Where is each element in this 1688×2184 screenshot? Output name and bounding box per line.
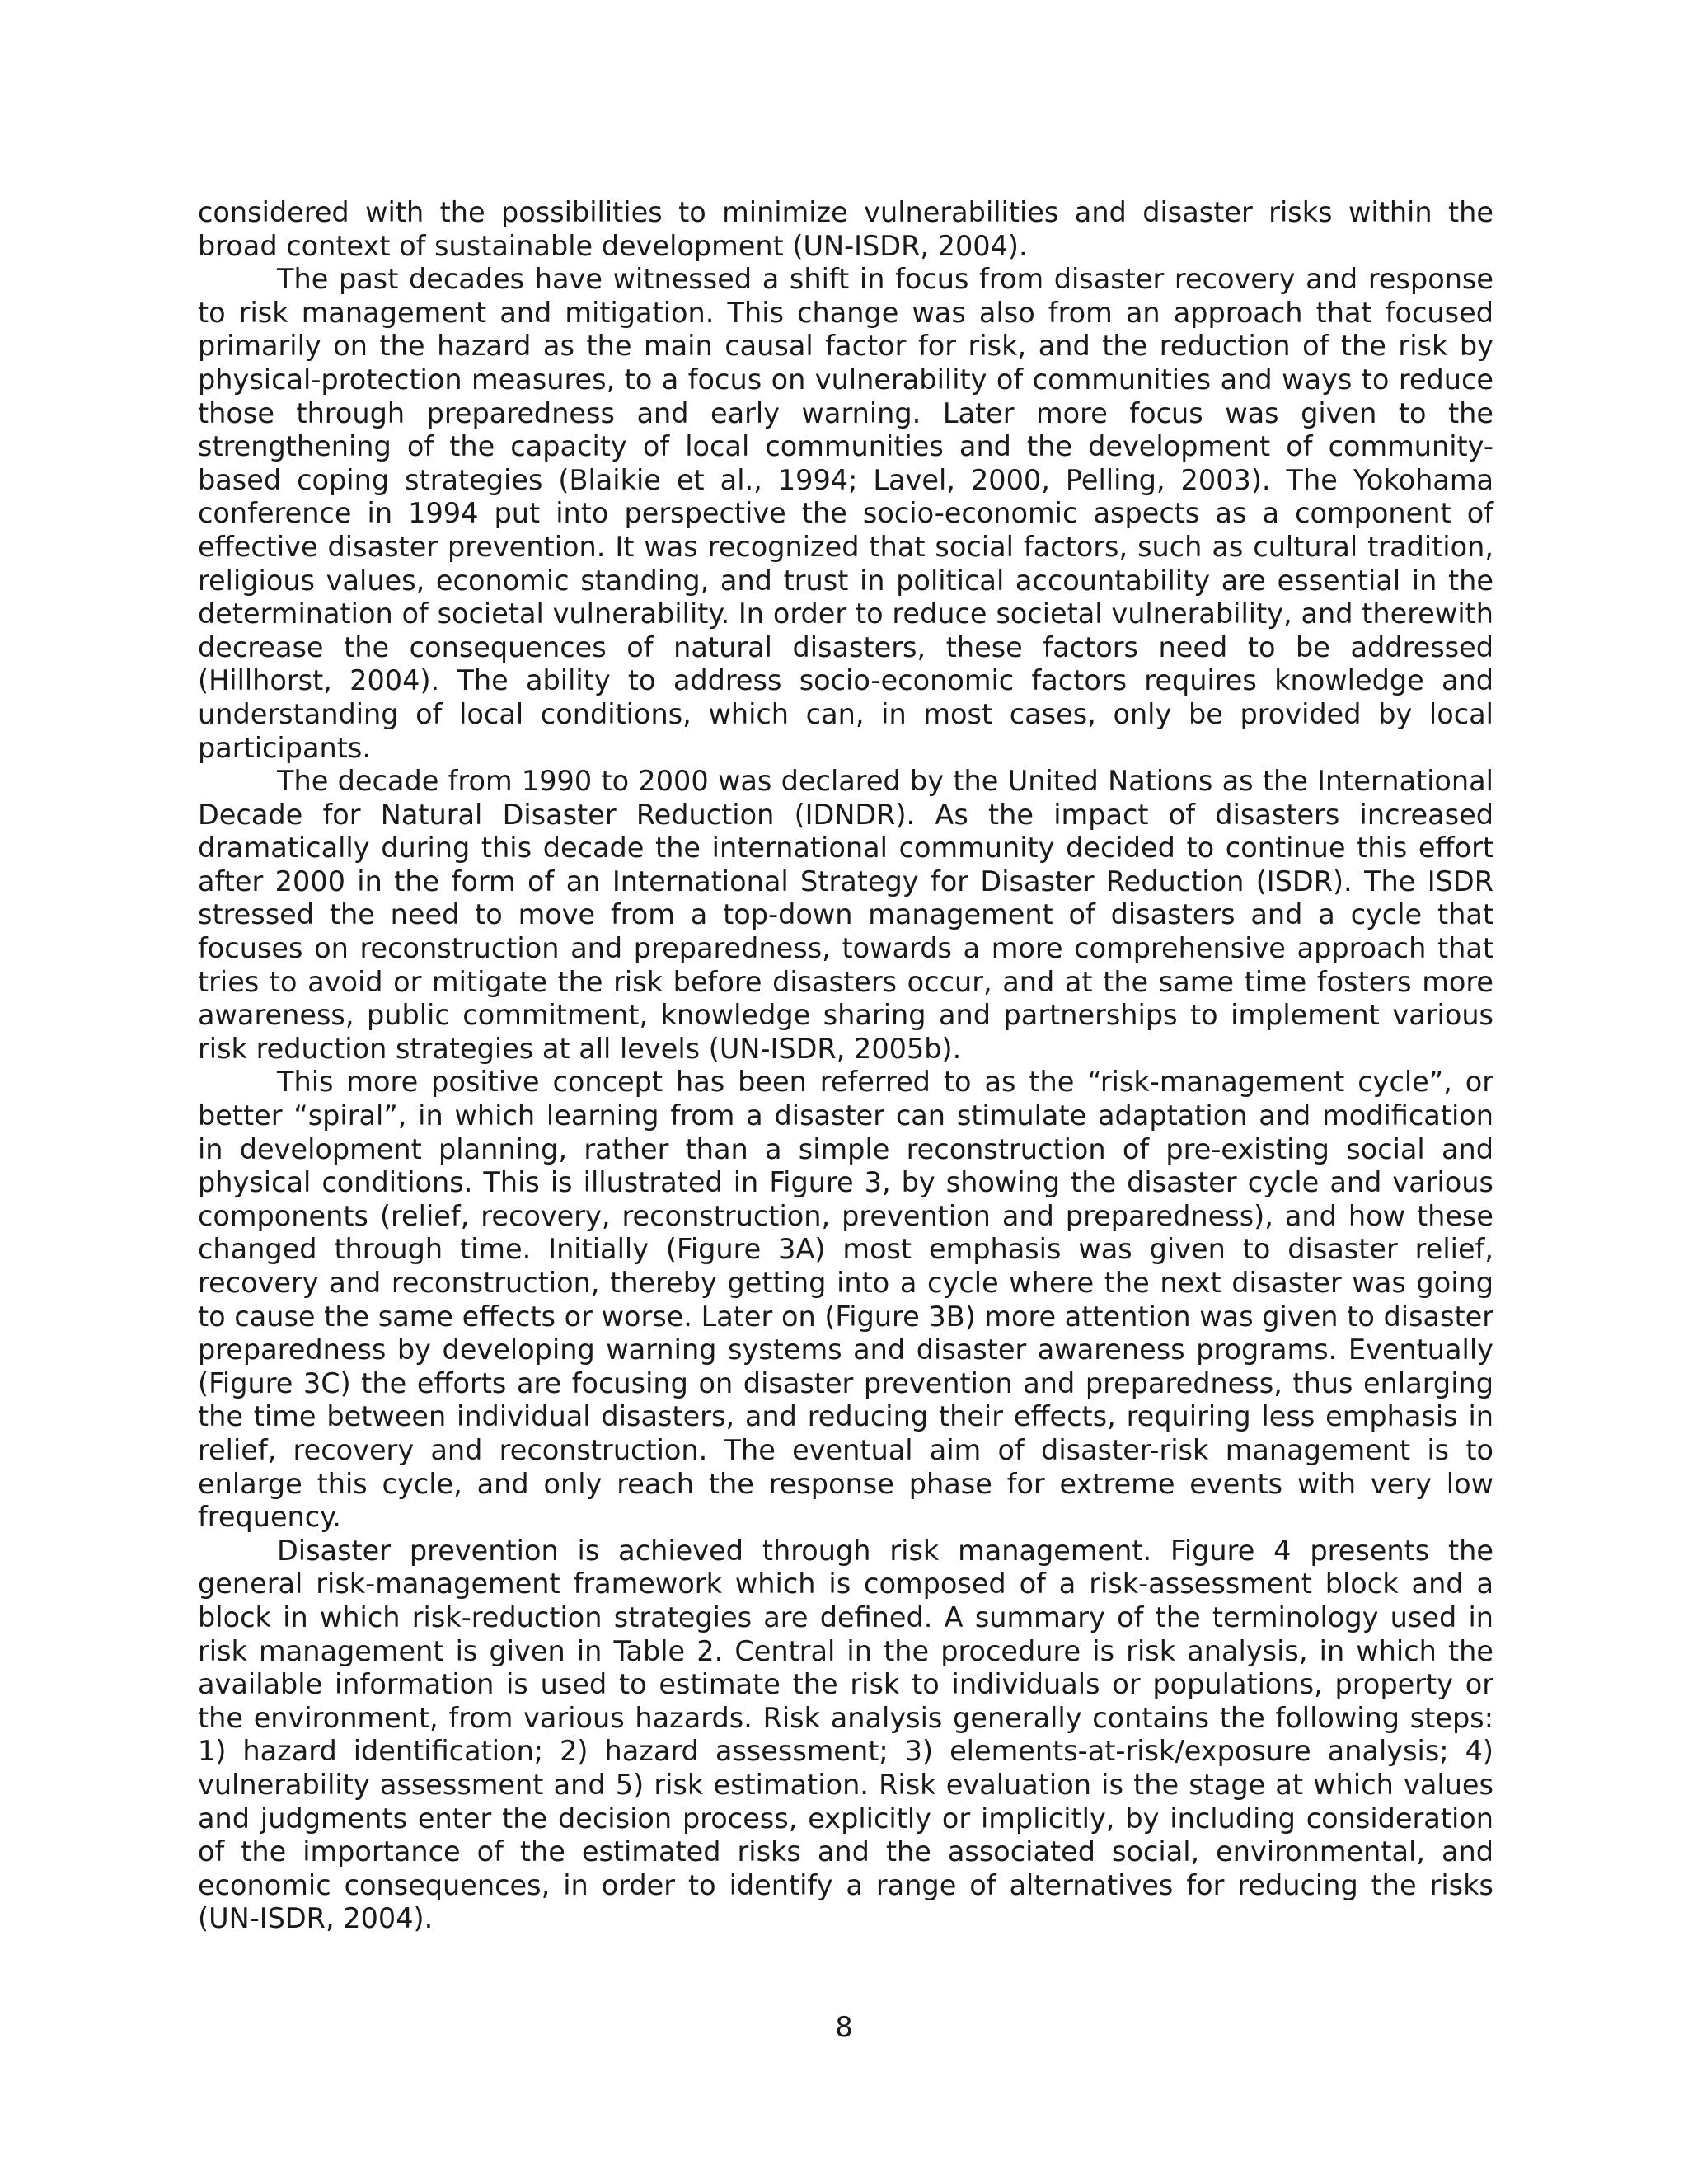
paragraph-disaster-prevention: Disaster prevention is achieved through risk management. Figure 4 presents the general risk-management framework which is composed of a risk-assessment block and a block in which risk-reduction strategies are defined. A summary of the terminology used in risk management is given in Table 2. Central in the procedure is risk analysis, in which the available information is used to estimate the risk to individuals or populations, property or the environment, from various hazards. Risk analysis generally contains the following steps: 1) hazard identification; 2) hazard assessment; 3) elements-at-risk/exposure analysis; 4) vulnerability assessment and 5) risk estimation. Risk evaluation is the stage at which values and judgments enter the decision process, explicitly or implicitly, by including consideration of the importance of the estimated risks and the associated social, environmental, and economic consequences, in order to identify a range of alternatives for reducing the risks (UN-ISDR, 2004). [198, 1534, 1493, 1935]
paragraph-idndr-decade: The decade from 1990 to 2000 was declared by the United Nations as the International Decade for Natural Disaster Reduction (IDNDR). As the impact of disasters increased dramatically during this decade the international community decided to continue this effort after 2000 in the form of an International Strategy for Disaster Reduction (ISDR). The ISDR stressed the need to move from a top-down management of disasters and a cycle that focuses on reconstruction and preparedness, towards a more comprehensive approach that tries to avoid or mitigate the risk before disasters occur, and at the same time fosters more awareness, public commitment, knowledge sharing and partnerships to implement various risk reduction strategies at all levels (UN-ISDR, 2005b). [198, 765, 1493, 1065]
document-body [198, 196, 1493, 1936]
page-number: 8 [835, 2011, 853, 2043]
paragraph-risk-management-shift: The past decades have witnessed a shift in focus from disaster recovery and response to risk management and mitigation. This change was also from an approach that focused primarily on the hazard as the main causal factor for risk, and the reduction of the risk by physical-protection measures, to a focus on vulnerability of communities and ways to reduce those through preparedness and early warning. Later more focus was given to the strengthening of the capacity of local communities and the development of community-based coping strategies (Blaikie et al., 1994; Lavel, 2000, Pelling, 2003). The Yokohama conference in 1994 put into perspective the socio-economic aspects as a component of effective disaster prevention. It was recognized that social factors, such as cultural tradition, religious values, economic standing, and trust in political accountability are essential in the determination of societal vulnerability. In order to reduce societal vulnerability, and therewith decrease the consequences of natural disasters, these factors need to be addressed (Hillhorst, 2004). The ability to address socio-economic factors requires knowledge and understanding of local conditions, which can, in most cases, only be provided by local participants. [198, 263, 1493, 764]
paragraph-continuation: considered with the possibilities to minimize vulnerabilities and disaster risks within the broad context of sustainable development (UN-ISDR, 2004). [198, 196, 1493, 262]
paragraph-risk-management-cycle: This more positive concept has been referred to as the “risk-management cycle”, or better “spiral”, in which learning from a disaster can stimulate adaptation and modification in development planning, rather than a simple reconstruction of pre-existing social and physical conditions. This is illustrated in Figure 3, by showing the disaster cycle and various components (relief, recovery, reconstruction, prevention and preparedness), and how these changed through time. Initially (Figure 3A) most emphasis was given to disaster relief, recovery and reconstruction, thereby getting into a cycle where the next disaster was going to cause the same effects or worse. Later on (Figure 3B) more attention was given to disaster preparedness by developing warning systems and disaster awareness programs. Eventually (Figure 3C) the efforts are focusing on disaster prevention and preparedness, thus enlarging the time between individual disasters, and reducing their effects, requiring less emphasis in relief, recovery and reconstruction. The eventual aim of disaster-risk management is to enlarge this cycle, and only reach the response phase for extreme events with very low frequency. [198, 1066, 1493, 1534]
